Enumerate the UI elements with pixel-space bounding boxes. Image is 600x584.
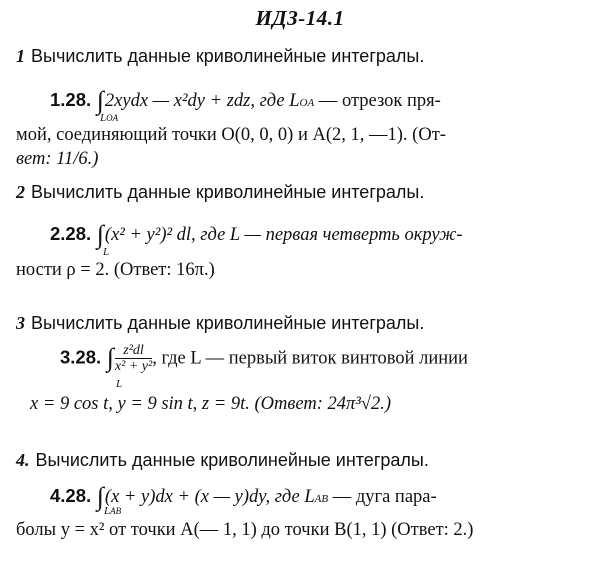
integral-sign: ∫ xyxy=(96,482,104,511)
integral-sign: ∫ xyxy=(96,220,104,249)
integral-sign: ∫ xyxy=(106,343,114,373)
task-2-heading: 2 Вычислить данные криволинейные интегралы. xyxy=(16,182,425,202)
task-2-line-2: ности ρ = 2. (Ответ: 16π.) xyxy=(16,260,215,280)
task-2-line-1: 2.28. ∫(x² + y²)² dl, где L — первая четверть окруж- xyxy=(50,220,463,249)
task-4-line-2: болы y = x² от точки A(— 1, 1) до точки B(1, 1) (Ответ: 2.) xyxy=(16,520,474,540)
task-1-integral-limit: LOA xyxy=(100,112,119,124)
page-title: ИДЗ-14.1 xyxy=(255,6,345,30)
task-1-line-2: мой, соединяющий точки O(0, 0, 0) и A(2, 1, —1). (От- xyxy=(16,125,446,145)
task-3-integral-limit: L xyxy=(116,378,123,390)
integral-sign: ∫ xyxy=(96,86,104,115)
task-4-integral-limit: LAB xyxy=(104,505,122,517)
task-3-line-1: 3.28. ∫ $\frac{\text{z²dl}}{\text{x² + y²}}$ , где L — первый виток винтовой линии xyxy=(60,343,468,374)
task-4-heading: 4. Вычислить данные криволинейные интегралы. xyxy=(16,450,429,470)
task-1-line-1: 1.28. ∫2xydx — x²dy + zdz, где LOA — отрезок пря- xyxy=(50,86,441,115)
task-3-line-2: x = 9 cos t, y = 9 sin t, z = 9t. (Ответ: 24π³√2.) xyxy=(30,394,392,414)
task-2-integral-limit: L xyxy=(103,246,110,258)
task-1-heading: 1 Вычислить данные криволинейные интегралы. xyxy=(16,46,425,66)
task-4-line-1: 4.28. ∫(x + y)dx + (x — y)dy, где LAB — дуга пара- xyxy=(50,482,437,511)
task-3-fraction: $\frac{\text{z²dl}}{\text{x² + y²}}$ xyxy=(114,343,153,374)
task-1-answer: вет: 11/6.) xyxy=(16,149,99,169)
task-3-heading: 3 Вычислить данные криволинейные интегралы. xyxy=(16,313,425,333)
